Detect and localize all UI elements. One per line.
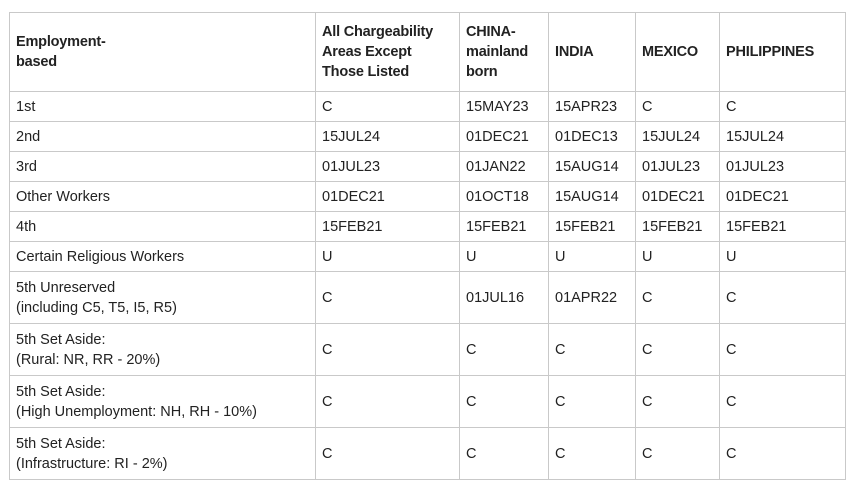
cell-philippines: 01JUL23 — [720, 152, 846, 182]
row-category-label: (High Unemployment: NH, RH - 10%) — [16, 403, 257, 420]
row-category-label: (including C5, T5, I5, R5) — [16, 299, 177, 316]
cell-china: 01OCT18 — [460, 182, 549, 212]
cell-china: 15FEB21 — [460, 212, 549, 242]
cell-india: 01APR22 — [549, 272, 636, 324]
header-all-chargeability: All Chargeability Areas Except Those Listed — [316, 13, 460, 92]
cell-all-chargeability: C — [316, 272, 460, 324]
employment-based-dates-table — [9, 12, 846, 480]
row-category-label: 5th Set Aside: — [16, 435, 106, 452]
cell-mexico: C — [636, 324, 720, 376]
row-category-cell — [10, 212, 316, 242]
table-row — [10, 428, 846, 480]
table-row — [10, 242, 846, 272]
cell-china: 15MAY23 — [460, 92, 549, 122]
table-row — [10, 376, 846, 428]
table-row — [10, 182, 846, 212]
cell-philippines: C — [720, 92, 846, 122]
cell-mexico: 01DEC21 — [636, 182, 720, 212]
table-row — [10, 92, 846, 122]
cell-india: C — [549, 376, 636, 428]
row-category-label: 5th Set Aside: — [16, 331, 106, 348]
table-row — [10, 212, 846, 242]
cell-china: 01JAN22 — [460, 152, 549, 182]
cell-philippines: C — [720, 428, 846, 480]
row-category-label: (Infrastructure: RI - 2%) — [16, 455, 168, 472]
cell-mexico: C — [636, 376, 720, 428]
cell-philippines: C — [720, 272, 846, 324]
row-category-label: Other Workers — [16, 188, 111, 205]
cell-all-chargeability: C — [316, 376, 460, 428]
header-india: INDIA — [549, 13, 636, 92]
cell-philippines: C — [720, 324, 846, 376]
cell-all-chargeability: C — [316, 428, 460, 480]
cell-mexico: C — [636, 428, 720, 480]
row-category-label: 5th Set Aside: — [16, 383, 106, 400]
cell-india: U — [549, 242, 636, 272]
row-category-cell — [10, 376, 316, 428]
cell-india: C — [549, 428, 636, 480]
cell-philippines: U — [720, 242, 846, 272]
header-philippines: PHILIPPINES — [720, 13, 846, 92]
visa-bulletin-table-wrapper — [9, 12, 845, 480]
cell-all-chargeability: 01JUL23 — [316, 152, 460, 182]
cell-china: 01JUL16 — [460, 272, 549, 324]
cell-philippines: 15JUL24 — [720, 122, 846, 152]
row-category-label: 4th — [16, 218, 37, 235]
cell-india: 15AUG14 — [549, 182, 636, 212]
cell-china: U — [460, 242, 549, 272]
row-category-cell — [10, 92, 316, 122]
cell-india: 01DEC13 — [549, 122, 636, 152]
header-china: CHINA- mainland born — [460, 13, 549, 92]
row-category-cell — [10, 182, 316, 212]
row-category-cell — [10, 324, 316, 376]
header-row — [10, 13, 846, 92]
cell-china: C — [460, 324, 549, 376]
cell-philippines: C — [720, 376, 846, 428]
cell-china: 01DEC21 — [460, 122, 549, 152]
row-category-cell — [10, 152, 316, 182]
table-row — [10, 324, 846, 376]
cell-mexico: 15JUL24 — [636, 122, 720, 152]
header-mexico: MEXICO — [636, 13, 720, 92]
cell-philippines: 01DEC21 — [720, 182, 846, 212]
table-row — [10, 122, 846, 152]
row-category-cell — [10, 428, 316, 480]
cell-mexico: 15FEB21 — [636, 212, 720, 242]
row-category-label: (Rural: NR, RR - 20%) — [16, 351, 161, 368]
cell-all-chargeability: 01DEC21 — [316, 182, 460, 212]
table-row — [10, 152, 846, 182]
cell-all-chargeability: 15JUL24 — [316, 122, 460, 152]
row-category-cell — [10, 272, 316, 324]
row-category-label: 1st — [16, 98, 36, 115]
cell-all-chargeability: C — [316, 92, 460, 122]
cell-all-chargeability: C — [316, 324, 460, 376]
cell-india: C — [549, 324, 636, 376]
table-row — [10, 272, 846, 324]
table-body — [10, 92, 846, 480]
cell-all-chargeability: U — [316, 242, 460, 272]
cell-mexico: U — [636, 242, 720, 272]
header-employment-based: Employment- based — [10, 13, 316, 92]
row-category-label: 2nd — [16, 128, 41, 145]
cell-india: 15AUG14 — [549, 152, 636, 182]
row-category-cell — [10, 122, 316, 152]
cell-india: 15FEB21 — [549, 212, 636, 242]
cell-india: 15APR23 — [549, 92, 636, 122]
cell-china: C — [460, 376, 549, 428]
row-category-label: 3rd — [16, 158, 37, 175]
cell-philippines: 15FEB21 — [720, 212, 846, 242]
cell-mexico: C — [636, 272, 720, 324]
cell-all-chargeability: 15FEB21 — [316, 212, 460, 242]
row-category-label: Certain Religious Workers — [16, 248, 185, 265]
row-category-cell — [10, 242, 316, 272]
cell-mexico: 01JUL23 — [636, 152, 720, 182]
cell-china: C — [460, 428, 549, 480]
row-category-label: 5th Unreserved — [16, 279, 116, 296]
cell-mexico: C — [636, 92, 720, 122]
